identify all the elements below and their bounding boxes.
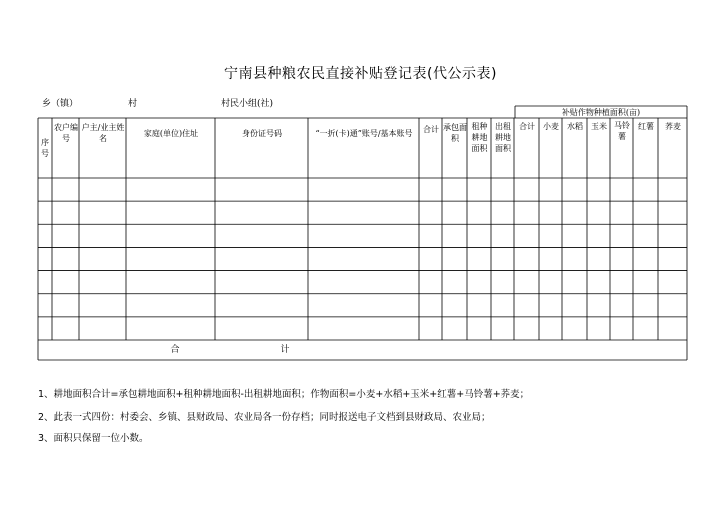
footer-total-left: 合	[170, 344, 180, 355]
col-header-contract-area: 承包面积	[443, 123, 467, 143]
col-header-sweet-potato: 红薯	[638, 121, 654, 131]
col-header-wheat: 小麦	[543, 121, 559, 131]
col-header-household-no: 农户编号	[54, 123, 78, 143]
col-header-address: 家庭(单位)住址	[143, 128, 199, 138]
note-2: 2、此表一式四份：村委会、乡镇、县财政局、农业局各一份存档；同时报送电子文档到县财政局、农业局；	[38, 412, 491, 423]
note-1: 1、耕地面积合计=承包耕地面积+租种耕地面积-出租耕地面积；作物面积=小麦+水稻+玉米+红薯+马铃薯+荞麦；	[38, 389, 530, 400]
col-header-account: “一折(卡)通”账号/基本账号	[315, 128, 413, 138]
village-label: 村	[128, 99, 138, 109]
col-header-rice: 水稻	[567, 121, 583, 131]
col-header-head-name: 户主/业主姓名	[81, 123, 125, 143]
col-header-rented-out: 出租耕地面积	[495, 121, 511, 153]
col-header-rented-in: 租种耕地面积	[471, 121, 488, 153]
col-header-id-no: 身份证号码	[242, 128, 282, 138]
group-label: 村民小组(社)	[221, 99, 274, 109]
note-3: 3、面积只保留一位小数。	[38, 433, 149, 444]
col-header-seq: 序号	[41, 138, 49, 158]
col-header-corn: 玉米	[591, 121, 607, 131]
col-header-potato: 马铃薯	[614, 121, 630, 141]
page-title: 宁南县种粮农民直接补贴登记表(代公示表)	[224, 66, 497, 82]
footer-total-right: 计	[280, 344, 290, 355]
township-label: 乡（镇）	[42, 99, 79, 109]
col-header-land-total: 合计	[423, 124, 439, 134]
col-header-crop-total: 合计	[519, 121, 535, 131]
col-group-header-crop-area: 补贴作物种植面积(亩)	[561, 107, 641, 117]
col-header-buckwheat: 荞麦	[665, 121, 681, 131]
